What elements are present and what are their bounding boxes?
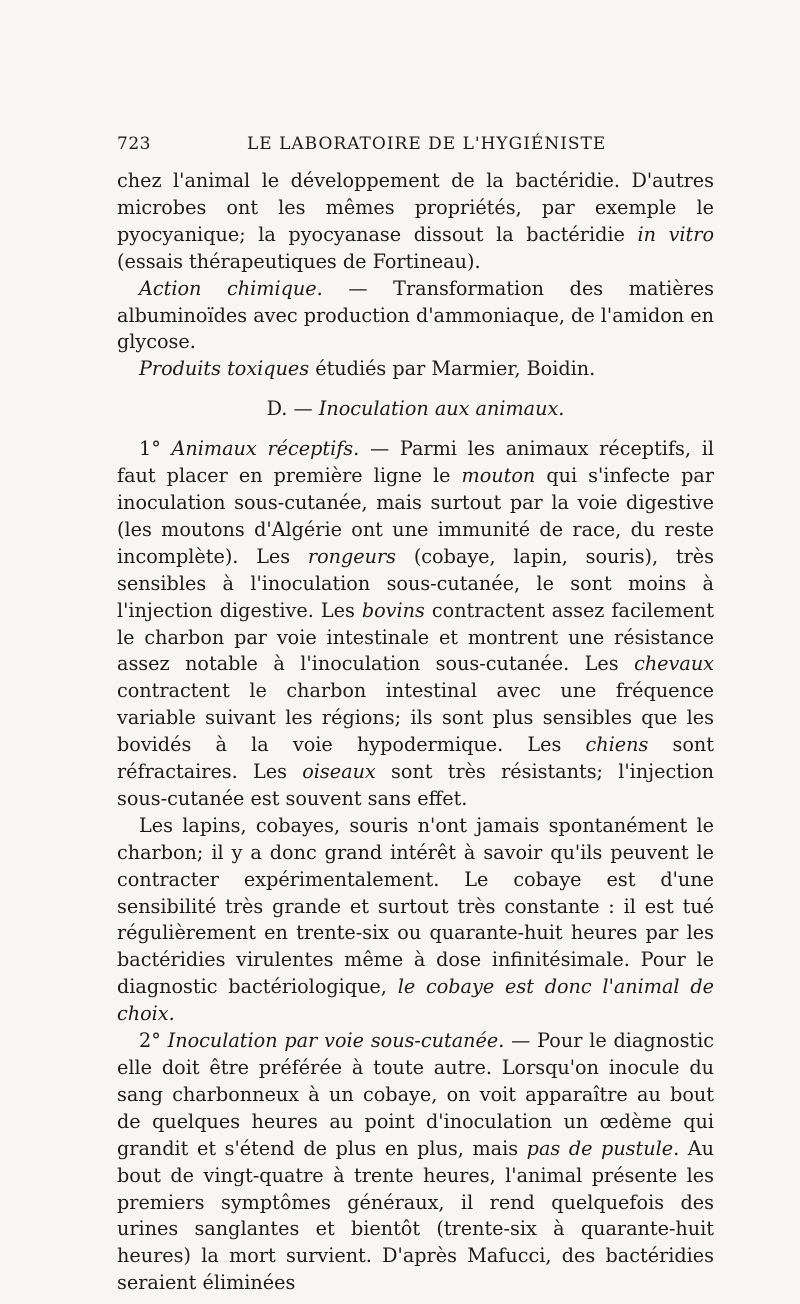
running-title: LE LABORATOIRE DE L'HYGIÉNISTE xyxy=(247,134,607,154)
paragraph: Produits toxiques étudiés par Marmier, Boidin. xyxy=(139,357,596,381)
page-number: 723 xyxy=(117,134,151,154)
body-text xyxy=(117,168,714,1297)
paragraph: Les lapins, cobayes, souris n'ont jamais spontanément le charbon; il y a donc grand intérêt à savoir qu'ils peuvent le contracter expérimentalement. Le cobaye est d'une sensibilité très grande et surtout très constante : il est tué régulièrement en trente-six ou quarante-huit heures par les bactéridies virulentes même à dose infinitésimale. Pour le diagnostic bactériologique, le cobaye est donc l'animal de choix. xyxy=(117,813,714,1026)
paragraph: Action chimique. — Transformation des matières albuminoïdes avec production d'ammoniaque, de l'amidon en glycose. xyxy=(117,276,715,354)
paragraph: 2° Inoculation par voie sous-cutanée. — Pour le diagnostic elle doit être préférée à toute autre. Lorsqu'on inocule du sang charbonneux à un cobaye, on voit apparaître au bout de quelques heures au point d'inoculation un œdème qui grandit et s'étend de plus en plus, mais pas de pustule. Au bout de vingt-quatre à trente heures, l'animal présente les premiers symptômes généraux, il rend quelquefois des urines sanglantes et bientôt (trente-six à quarante-huit heures) la mort survient. D'après Mafucci, des bactéridies seraient éliminées xyxy=(117,1029,715,1295)
paragraph: chez l'animal le développement de la bactéridie. D'autres microbes ont les mêmes propriétés, par exemple le pyocyanique; la pyocyanase dissout la bactéridie in vitro (essais thérapeutiques de Fortineau). xyxy=(117,169,714,273)
running-header xyxy=(117,134,714,154)
paragraph: 1° Animaux réceptifs. — Parmi les animaux réceptifs, il faut placer en première ligne le mouton qui s'infecte par inoculation sous-cutanée, mais surtout par la voie digestive (les moutons d'Algérie ont une immunité de race, du reste incomplète). Les rongeurs (cobaye, lapin, souris), très sensibles à l'inoculation sous-cutanée, le sont moins à l'injection digestive. Les bovins contractent assez facilement le charbon par voie intestinale et montrent une résistance assez notable à l'inoculation sous-cutanée. Les chevaux contractent le charbon intestinal avec une fréquence variable suivant les régions; ils sont plus sensibles que les bovidés à la voie hypodermique. Les chiens sont réfractaires. Les oiseaux sont très résistants; l'injection sous-cutanée est souvent sans effet. xyxy=(117,437,714,810)
section-heading: D. — Inoculation aux animaux. xyxy=(266,397,565,421)
